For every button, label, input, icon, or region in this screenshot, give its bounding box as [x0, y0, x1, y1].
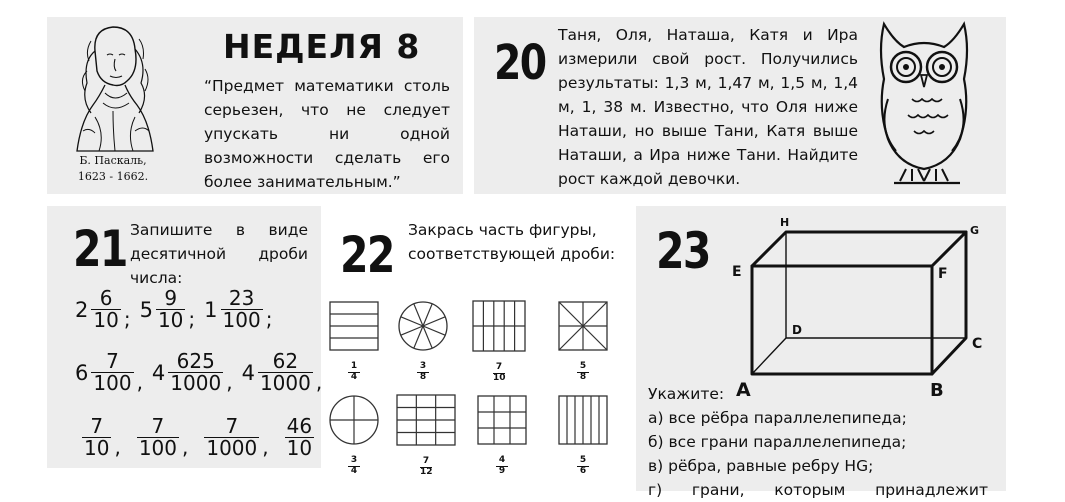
whole-part: 6 — [75, 360, 89, 385]
fraction — [168, 351, 223, 394]
vertex-label-d: D — [792, 323, 802, 337]
week-title: НЕДЕЛЯ 8 — [223, 27, 421, 66]
pascal-portrait — [65, 21, 165, 171]
pascal-quote: “Предмет математики столь серьезен, что не следует упускать ни одной возможности сделать его более занимательным.” — [204, 77, 450, 191]
task-23-item-b: б) все грани параллелепипеда; — [648, 433, 907, 451]
figure-fraction-label — [411, 457, 441, 478]
task-23-panel — [636, 206, 1006, 499]
figure-fraction-label — [339, 362, 369, 383]
label-denominator: 4 — [348, 466, 360, 477]
figure-fraction-label — [568, 456, 598, 477]
mixed-number — [75, 351, 148, 394]
vertex-label-c: C — [972, 336, 983, 352]
task-23-prompt: Укажите: — [648, 385, 725, 403]
figure-rect-grid-12[interactable] — [397, 395, 455, 445]
fraction — [91, 288, 120, 331]
figure-rect-grid-10[interactable] — [473, 301, 525, 351]
numerator: 6 — [99, 286, 113, 310]
edge-top-back — [752, 232, 966, 266]
label-numerator: 1 — [350, 361, 358, 371]
fraction — [137, 416, 179, 459]
numerator: 625 — [176, 349, 215, 373]
mixed-number — [242, 351, 328, 394]
figure-circle-8-sectors[interactable] — [399, 302, 447, 350]
portrait-caption-name: Б. Паскаль, — [79, 154, 147, 167]
denominator: 10 — [157, 308, 184, 332]
mixed-number — [75, 288, 136, 331]
fraction — [221, 288, 263, 331]
fraction — [156, 288, 185, 331]
label-numerator: 5 — [579, 455, 587, 465]
week-header-panel — [47, 17, 463, 194]
owl-illustration — [874, 19, 974, 189]
vertex-label-g: G — [970, 224, 980, 237]
whole-part: 4 — [241, 360, 255, 385]
mixed-number — [284, 416, 315, 459]
denominator: 10 — [93, 308, 119, 332]
label-denominator: 8 — [417, 372, 429, 383]
figure-rect-grid-9[interactable] — [478, 396, 526, 444]
edge-front-face — [752, 266, 932, 374]
separator: , — [114, 435, 121, 459]
fraction — [91, 351, 133, 394]
edge-right-back — [932, 232, 966, 374]
fraction-row — [75, 288, 281, 331]
separator: , — [182, 435, 189, 459]
numerator: 9 — [164, 286, 178, 310]
figure-fraction-label — [568, 362, 598, 383]
separator: , — [315, 370, 323, 394]
task-21-text: Запишите в виде десятичной дроби числа: — [130, 221, 308, 287]
parallelepiped-drawing — [636, 206, 1006, 406]
denominator: 10 — [84, 436, 110, 460]
separator: , — [136, 370, 143, 394]
denominator: 10 — [286, 436, 313, 460]
label-numerator: 3 — [419, 361, 427, 371]
label-denominator: 12 — [420, 466, 433, 477]
task-23-item-d: г) грани, которым принадлежит — [648, 481, 988, 499]
mixed-number — [136, 416, 194, 459]
task-number-20: 20 — [494, 35, 546, 91]
numerator: 7 — [90, 414, 104, 438]
denominator: 100 — [222, 308, 261, 332]
denominator: 1000 — [206, 436, 258, 460]
task-22-panel — [322, 206, 634, 481]
numerator: 7 — [151, 414, 165, 438]
label-denominator: 8 — [577, 372, 589, 383]
task-22-text: Закрась часть фигуры, соответствующей дроби: — [408, 221, 616, 263]
fraction — [204, 416, 259, 459]
figure-fraction-label — [487, 456, 517, 477]
task-number-23: 23 — [656, 222, 710, 280]
mixed-number — [152, 351, 238, 394]
task-20-text: Таня, Оля, Наташа, Катя и Ира измерили свой рост. Получились результаты: 1,3 м, 1,47 м, 1,5 м, 1,4 м, 1, 38 м. Известно, что Оля ниже Наташи, но выше Тани, Катя выше Наташи, а Ира ниже Тани. Найдите рост каждой девочки. — [558, 26, 858, 188]
numerator: 23 — [228, 286, 255, 310]
mixed-number — [203, 416, 273, 459]
task-21-panel — [47, 206, 321, 468]
whole-part: 1 — [204, 297, 218, 322]
numerator: 62 — [272, 349, 299, 373]
whole-part: 2 — [75, 297, 89, 322]
figure-square-8-triangles[interactable] — [559, 302, 607, 350]
task-20-panel — [474, 17, 1006, 194]
figure-rect-vertical-stripes-6[interactable] — [559, 396, 607, 444]
denominator: 1000 — [170, 371, 222, 395]
fraction-row — [81, 416, 325, 459]
figure-circle-4-sectors[interactable] — [330, 396, 378, 444]
figure-rect-horizontal-stripes-4[interactable] — [330, 302, 378, 350]
label-denominator: 6 — [577, 466, 589, 477]
mixed-number — [140, 288, 201, 331]
figure-fraction-label — [484, 363, 514, 384]
vertex-label-a: A — [736, 379, 751, 401]
fraction — [258, 351, 313, 394]
figure-fraction-label — [339, 456, 369, 477]
vertex-label-f: F — [938, 266, 948, 282]
fraction — [285, 416, 314, 459]
fraction-figures — [322, 206, 634, 481]
separator: ; — [123, 307, 131, 331]
label-denominator: 10 — [493, 372, 506, 383]
label-numerator: 3 — [350, 455, 358, 465]
portrait-caption-years: 1623 - 1662. — [77, 170, 149, 183]
whole-part: 5 — [139, 297, 153, 322]
label-numerator: 7 — [422, 456, 430, 466]
denominator: 100 — [138, 436, 177, 460]
label-numerator: 5 — [579, 361, 587, 371]
numerator: 46 — [286, 414, 313, 438]
vertex-label-b: B — [930, 380, 944, 401]
label-denominator: 9 — [496, 466, 508, 477]
label-numerator: 4 — [498, 455, 506, 465]
task-23-item-c: в) рёбра, равные ребру HG; — [648, 457, 874, 475]
mixed-number — [81, 416, 126, 459]
separator: , — [226, 370, 233, 394]
numerator: 7 — [106, 349, 119, 373]
task-number-22: 22 — [340, 226, 394, 284]
edge-hidden — [752, 232, 966, 374]
separator: ; — [188, 307, 196, 331]
figure-fraction-label — [408, 362, 438, 383]
vertex-label-e: E — [732, 264, 742, 280]
denominator: 1000 — [259, 371, 311, 395]
numerator: 7 — [225, 414, 239, 438]
fraction-row — [75, 351, 331, 394]
task-number-21: 21 — [73, 220, 127, 278]
task-23-item-a: а) все рёбра параллелепипеда; — [648, 409, 907, 427]
mixed-number — [204, 288, 277, 331]
label-numerator: 7 — [495, 362, 503, 372]
vertex-label-h: H — [780, 216, 790, 229]
fraction — [82, 416, 111, 459]
separator: ; — [265, 307, 273, 331]
separator: , — [262, 435, 269, 459]
whole-part: 4 — [151, 360, 166, 385]
label-denominator: 4 — [348, 372, 360, 383]
denominator: 100 — [93, 371, 132, 395]
